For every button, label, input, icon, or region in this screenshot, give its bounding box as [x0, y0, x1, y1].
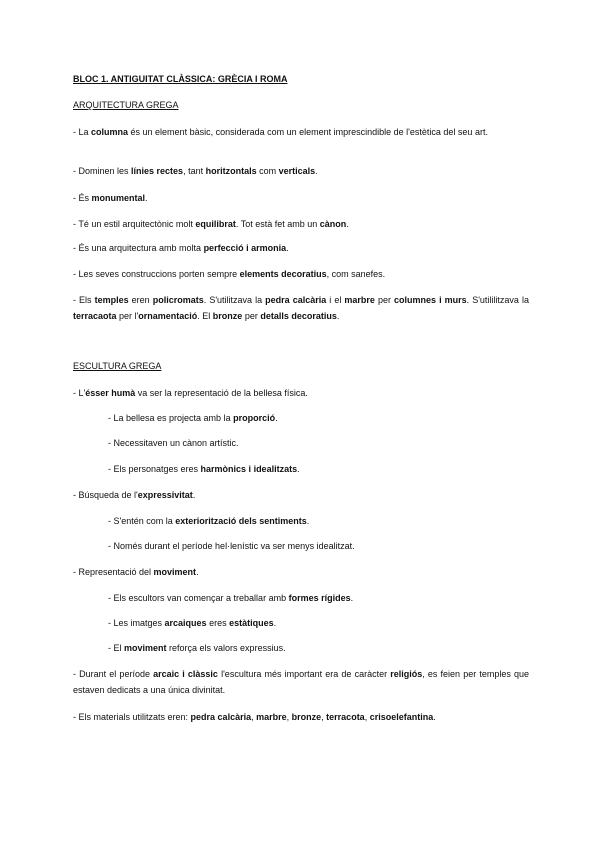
bold-text: formes rígides — [288, 593, 351, 603]
bold-text: horitzontals — [205, 166, 257, 176]
text-run: - La — [73, 127, 92, 137]
bold-text: cànon — [319, 219, 347, 229]
bold-text: terracaota — [73, 311, 117, 321]
text-run: . — [350, 593, 354, 603]
text-run: per l' — [116, 311, 139, 321]
bold-text: perfecció i armonia — [203, 243, 287, 253]
text-run: - Els materials utilitzats eren: — [73, 712, 191, 722]
sub-paragraph — [108, 513, 528, 529]
bold-text: estàtiques — [229, 618, 274, 628]
bold-text: crisoelefantina — [369, 712, 434, 722]
text-run: - Representació del — [73, 567, 154, 577]
bold-text: moviment — [153, 567, 197, 577]
text-run: - La bellesa es projecta amb la — [108, 413, 234, 423]
text-run: va ser la representació de la bellesa física. — [135, 388, 308, 398]
text-run: . — [297, 464, 300, 474]
text-run: . — [346, 219, 349, 229]
text-run: - Búsqueda de l' — [73, 490, 138, 500]
text-run: , — [286, 712, 292, 722]
bold-text: religiós — [390, 669, 423, 679]
bold-text: moviment — [124, 643, 167, 653]
text-run: - Els personatges eres — [108, 464, 201, 474]
text-run: . — [286, 243, 289, 253]
bold-text: columnes i murs — [394, 295, 467, 305]
text-run: . — [306, 516, 310, 526]
bold-text: proporció — [233, 413, 276, 423]
text-run: per — [242, 311, 261, 321]
text-run: - Les imatges — [108, 618, 165, 628]
bold-text: arcaic i clàssic — [153, 669, 218, 679]
text-run: - S'entén com la — [108, 516, 176, 526]
paragraph — [73, 190, 529, 206]
text-run: - Només durant el període hel·lenístic va ser menys idealitzat. — [108, 541, 355, 551]
bold-text: exteriorització dels sentiments — [175, 516, 307, 526]
bold-text: monumental — [91, 193, 146, 203]
text-run: . — [336, 311, 340, 321]
text-run: . — [275, 413, 278, 423]
text-run: i el — [326, 295, 345, 305]
text-run: . — [433, 712, 436, 722]
text-run: eren — [128, 295, 153, 305]
text-run: , tant — [183, 166, 206, 176]
text-run: . El — [197, 311, 213, 321]
paragraph — [73, 487, 529, 503]
sub-paragraph — [108, 590, 528, 606]
bold-text: bronze — [291, 712, 322, 722]
text-run: l'escultura més important era de caràcter — [217, 669, 391, 679]
text-run: - L' — [73, 388, 86, 398]
bold-text: línies rectes — [131, 166, 184, 176]
sub-paragraph — [108, 615, 528, 631]
text-run: . — [192, 490, 196, 500]
text-run: , — [251, 712, 257, 722]
bold-text: terracota — [326, 712, 365, 722]
bold-text: elements decoratius — [239, 269, 327, 279]
text-run: . — [273, 618, 277, 628]
text-run: - Les seves construccions porten sempre — [73, 269, 240, 279]
bold-text: equilibrat — [195, 219, 236, 229]
paragraph — [73, 240, 529, 256]
text-run: . S'utililitzava la — [466, 295, 529, 305]
section-heading-arquitectura: ARQUITECTURA GREGA — [73, 100, 179, 110]
text-run: . — [196, 567, 199, 577]
bold-text: marbre — [344, 295, 375, 305]
text-run: - Dominen les — [73, 166, 132, 176]
text-run: - Durant el període — [73, 669, 154, 679]
text-run: . — [145, 193, 148, 203]
bold-text: detalls decoratius — [260, 311, 337, 321]
bold-text: policromats — [152, 295, 204, 305]
bold-text: ésser humà — [85, 388, 136, 398]
bold-text: marbre — [256, 712, 287, 722]
paragraph — [73, 266, 529, 282]
sub-paragraph — [108, 435, 528, 451]
text-run: , — [321, 712, 327, 722]
bold-text: bronze — [212, 311, 243, 321]
paragraph — [73, 216, 529, 232]
text-run: , com sanefes. — [326, 269, 386, 279]
bold-text: arcaiques — [164, 618, 207, 628]
bold-text: temples — [94, 295, 129, 305]
paragraph — [73, 666, 529, 698]
bold-text: columna — [91, 127, 129, 137]
text-run: - Té un estil arquitectònic molt — [73, 219, 196, 229]
text-run: , es feien per temples que estaven dedicats a una única divinitat. — [73, 669, 530, 695]
sub-paragraph — [108, 538, 528, 554]
bold-text: expressivitat — [137, 490, 193, 500]
paragraph — [73, 292, 529, 324]
paragraph — [73, 564, 529, 580]
sub-paragraph — [108, 461, 528, 477]
text-run: - És — [73, 193, 92, 203]
sub-paragraph — [108, 410, 528, 426]
text-run: - És una arquitectura amb molta — [73, 243, 204, 253]
text-run: . S'utilitzava la — [203, 295, 266, 305]
text-run: . — [315, 166, 318, 176]
text-run: - Necessitaven un cànon artístic. — [108, 438, 239, 448]
text-run: - Els — [73, 295, 95, 305]
text-run: . Tot està fet amb un — [235, 219, 320, 229]
text-run: eres — [206, 618, 230, 628]
bold-text: pedra calcària — [265, 295, 327, 305]
paragraph — [73, 385, 529, 401]
bold-text: verticals — [278, 166, 316, 176]
document-title: BLOC 1. ANTIGUITAT CLÀSSICA: GRÈCIA I ROMA — [73, 74, 288, 84]
paragraph — [73, 124, 529, 140]
bold-text: ornamentació — [138, 311, 198, 321]
bold-text: harmònics i idealitzats — [200, 464, 298, 474]
paragraph — [73, 709, 529, 725]
text-run: per — [374, 295, 395, 305]
text-run: , — [364, 712, 370, 722]
text-run: reforça els valors expressius. — [166, 643, 286, 653]
sub-paragraph — [108, 640, 528, 656]
text-run: - El — [108, 643, 125, 653]
paragraph — [73, 163, 529, 179]
text-run: és un element bàsic, considerada com un element imprescindible de l'estètica del seu art. — [128, 127, 488, 137]
bold-text: pedra calcària — [190, 712, 252, 722]
section-heading-escultura: ESCULTURA GREGA — [73, 361, 162, 371]
text-run: - Els escultors van començar a treballar amb — [108, 593, 289, 603]
text-run: com — [256, 166, 279, 176]
